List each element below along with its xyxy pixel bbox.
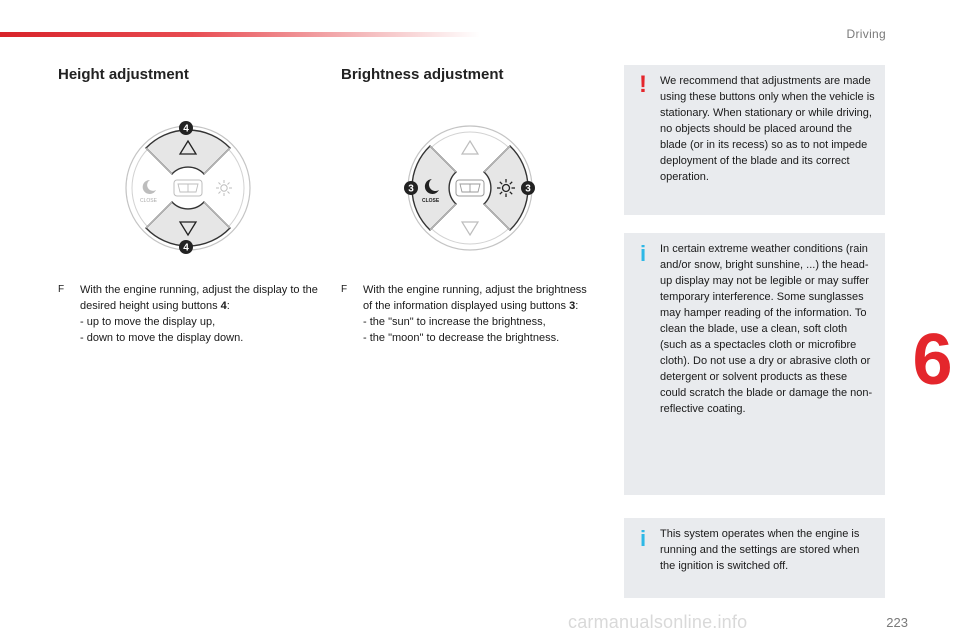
close-label: CLOSE	[422, 198, 440, 204]
page-number: 223	[886, 615, 908, 630]
system-info-note	[624, 518, 885, 598]
header-accent-bar	[0, 32, 480, 37]
sub-step-moon: - the "moon" to decrease the brightness.	[363, 332, 560, 344]
weather-info-note	[624, 233, 885, 495]
brightness-instruction	[341, 282, 599, 346]
sub-step-down: - down to move the display down.	[80, 332, 244, 344]
height-control-pad-diagram	[120, 118, 256, 258]
system-info-text: This system operates when the engine is running and the settings are stored when the ignition is switched off.	[660, 528, 860, 572]
weather-info-text: In certain extreme weather conditions (rain and/or snow, bright sunshine, ...) the head-up display may not be legible or may suffer temporary interference. Some sunglasses may hamper reading of the information. To clean the blade, use a clean, soft cloth (such as a spectacles cloth or microfibre cloth). Do not use a dry or abrasive cloth or detergent or solvent products as these could scratch the blade or damage the non-reflective coating.	[660, 243, 873, 415]
height-adjustment-heading: Height adjustment	[58, 66, 189, 83]
warning-icon: !	[639, 71, 647, 98]
svg-text:3: 3	[525, 183, 531, 195]
sub-step-up: - up to move the display up,	[80, 316, 216, 328]
section-label: Driving	[846, 27, 886, 41]
brightness-adjustment-heading: Brightness adjustment	[341, 66, 504, 83]
svg-text:3: 3	[408, 183, 414, 195]
step-intro-end: :	[575, 300, 579, 312]
info-icon: i	[639, 526, 647, 551]
warning-note	[624, 65, 885, 215]
step-bullet: F	[58, 284, 65, 295]
button-reference: 3	[569, 300, 576, 312]
step-bullet: F	[341, 284, 348, 295]
sub-step-sun: - the "sun" to increase the brightness,	[363, 316, 546, 328]
callout-badge-top	[179, 121, 193, 135]
callout-badge-left	[404, 181, 418, 195]
svg-text:4: 4	[183, 123, 189, 135]
svg-text:4: 4	[183, 242, 189, 254]
chapter-number: 6	[912, 320, 953, 400]
close-label: CLOSE	[140, 198, 157, 204]
step-intro: With the engine running, adjust the display to the desired height using buttons	[80, 284, 318, 312]
watermark: carmanualsonline.info	[568, 612, 748, 632]
callout-badge-bottom	[179, 240, 193, 254]
info-icon: i	[639, 241, 647, 266]
callout-badge-right	[521, 181, 535, 195]
step-intro-end: :	[226, 300, 230, 312]
height-instruction	[58, 282, 320, 346]
brightness-control-pad-diagram	[402, 118, 538, 258]
step-intro: With the engine running, adjust the brightness of the information displayed using buttons	[363, 284, 587, 312]
button-reference: 4	[220, 300, 227, 312]
warning-text: We recommend that adjustments are made using these buttons only when the vehicle is stationary. When stationary or while driving, no objects should be placed around the blade (or in its recess) so as to not impede deployment of the blade and its correct operation.	[660, 75, 875, 183]
